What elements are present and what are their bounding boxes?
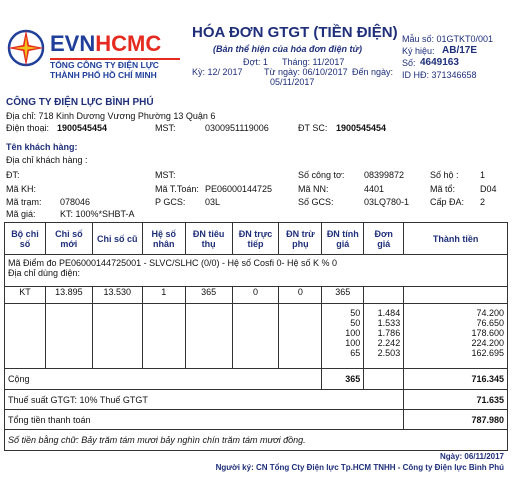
table-cell: 1 (142, 287, 185, 304)
company-logo (6, 22, 186, 84)
tier-price: 1.484 (377, 308, 401, 318)
tier-price: 2.503 (377, 348, 401, 358)
voltage-level-label: Cấp ĐA: (430, 197, 465, 207)
seller-tax-id: 0300951119006 (205, 123, 269, 133)
household-count: 1 (480, 170, 486, 180)
subtotal-kwh: 365 (322, 369, 364, 390)
subtotal-row (5, 369, 508, 390)
price-code: KT: 100%*SHBT-A (60, 209, 135, 219)
corp-name-line2: THÀNH PHỐ HỒ CHÍ MINH (50, 70, 157, 80)
reading-book-label: Số GCS: (298, 197, 334, 207)
tier-kwh: 100 (345, 338, 361, 348)
invoice-title: HÓA ĐƠN GTGT (TIỀN ĐIỆN) (192, 24, 398, 41)
sign-date: Ngày: 06/11/2017 (439, 452, 504, 461)
brand-name: EVNHCMC (50, 31, 162, 56)
form-number: Mẫu số: 01GTKT0/001 (402, 34, 494, 44)
table-cell: 13.895 (45, 287, 92, 304)
tier-amount: 178.600 (471, 328, 504, 338)
meter-no-label: Số công tơ: (298, 170, 345, 180)
period-dot: Đợt: 1 (243, 57, 268, 67)
customer-address-label: Địa chỉ khách hàng : (6, 155, 88, 165)
amount-in-words: Số tiền bằng chữ: Bảy trăm tám mươi bảy nghìn chín trăm tám mươi đồng. (5, 430, 508, 451)
total-amount: 787.980 (404, 410, 508, 430)
voltage-level: 2 (480, 197, 486, 207)
customer-id-label: Mã KH: (6, 184, 37, 194)
period-to-label: Đến ngày: (352, 67, 394, 77)
table-cell: 365 (322, 287, 364, 304)
total-label: Tổng tiền thanh toán (5, 410, 404, 430)
seller-service-phone: 1900545454 (336, 123, 387, 133)
reading-book: 03LQ780-1 (364, 197, 410, 207)
group-code: D04 (480, 184, 497, 194)
table-header-row (5, 223, 508, 255)
customer-tax-label: MST: (155, 170, 176, 180)
payment-code-label: Mã T.Toán: (155, 184, 199, 194)
reading-route-label: P GCS: (155, 197, 186, 207)
subtotal-label: Cộng (5, 369, 322, 390)
signer: Người ký: CN Tổng Cty Điện lực Tp.HCM TNHH - Công ty Điện lực Bình Phú (215, 463, 504, 472)
period-month: Tháng: 11/2017 (282, 57, 345, 67)
tier-amount: 224.200 (471, 338, 504, 348)
col-header: ĐN tính giá (322, 223, 364, 255)
household-count-label: Số hộ : (430, 170, 459, 180)
payment-code: PE06000144725 (205, 184, 273, 194)
station-code-label: Mã trạm: (6, 197, 42, 207)
col-header: ĐN trừ phụ (279, 223, 322, 255)
table-cell (404, 287, 508, 304)
seller-phone: 1900545454 (57, 123, 108, 133)
symbol-value: AB/17E (442, 45, 478, 56)
period-to: 05/11/2017 (270, 77, 315, 87)
reading-row (5, 287, 508, 304)
corp-name-line1: TỔNG CÔNG TY ĐIỆN LỰC (50, 60, 159, 70)
meter-info-row (5, 255, 508, 287)
group-code-label: Mã tổ: (430, 184, 456, 194)
sector-code-label: Mã NN: (298, 184, 329, 194)
seller-address: Địa chỉ: 718 Kinh Dương Vương Phường 13 Quận 6 (6, 111, 216, 121)
vat-amount: 71.635 (404, 390, 508, 410)
subtotal-amount: 716.345 (404, 369, 508, 390)
tier-amount: 74.200 (476, 308, 504, 318)
col-header: Chỉ số cũ (92, 223, 142, 255)
table-cell: 0 (279, 287, 322, 304)
usage-address-label: Địa chỉ dùng điện: (8, 268, 81, 278)
tier-amount: 162.695 (471, 348, 504, 358)
price-code-label: Mã giá: (6, 209, 36, 219)
customer-phone-label: ĐT: (6, 170, 20, 180)
amount-in-words-row (5, 430, 508, 451)
invoice-subtitle: (Bản thể hiện của hóa đơn điện tử) (213, 44, 362, 54)
tier-kwh: 65 (350, 348, 361, 358)
vat-label: Thuế suất GTGT: 10% Thuế GTGT (5, 390, 404, 410)
table-cell: KT (5, 287, 46, 304)
table-cell: 365 (185, 287, 232, 304)
period-from: Từ ngày: 06/10/2017 (264, 67, 348, 77)
tier-kwh: 50 (350, 308, 361, 318)
meter-point-line: Mã Điểm đo PE06000144725001 - SLVC/SLHC (0/0) - Hệ số Cosfi 0- Hệ số K % 0 (8, 258, 337, 268)
col-header: ĐN tiêu thụ (185, 223, 232, 255)
tier-price: 1.533 (377, 318, 401, 328)
reading-route: 03L (205, 197, 221, 207)
sector-code: 4401 (364, 184, 385, 194)
tier-price: 2.242 (377, 338, 401, 348)
period-cycle: Kỳ: 12/ 2017 (192, 67, 243, 77)
table-cell: 13.530 (92, 287, 142, 304)
station-code: 078046 (60, 197, 91, 207)
col-header: ĐN trực tiếp (232, 223, 279, 255)
seller-name: CÔNG TY ĐIỆN LỰC BÌNH PHÚ (6, 97, 154, 108)
col-header: Hệ số nhân (142, 223, 185, 255)
vat-row (5, 390, 508, 410)
tier-price: 1.786 (377, 328, 401, 338)
invoice-no: 4649163 (420, 57, 459, 68)
col-header: Đơn giá (364, 223, 404, 255)
invoice-no-label: Số: (402, 58, 416, 68)
col-header: Bộ chỉ số (5, 223, 46, 255)
customer-name-label: Tên khách hàng: (6, 142, 78, 152)
seller-tax-label: MST: (155, 123, 176, 133)
meter-no: 08399872 (364, 170, 405, 180)
table-cell: 0 (232, 287, 279, 304)
total-row (5, 410, 508, 430)
symbol-label: Ký hiệu: (402, 46, 435, 56)
seller-service-phone-label: ĐT SC: (298, 123, 328, 133)
seller-phone-label: Điện thoại: (6, 123, 50, 133)
tier-rows (5, 304, 508, 369)
evn-emblem-icon (6, 28, 46, 68)
invoice-id: ID HĐ: 371346658 (402, 70, 477, 80)
col-header: Thành tiền (404, 223, 508, 255)
consumption-table (4, 222, 508, 451)
tier-kwh: 50 (350, 318, 361, 328)
tier-kwh: 100 (345, 328, 361, 338)
col-header: Chỉ số mới (45, 223, 92, 255)
table-cell (364, 287, 404, 304)
tier-amount: 76.650 (476, 318, 504, 328)
